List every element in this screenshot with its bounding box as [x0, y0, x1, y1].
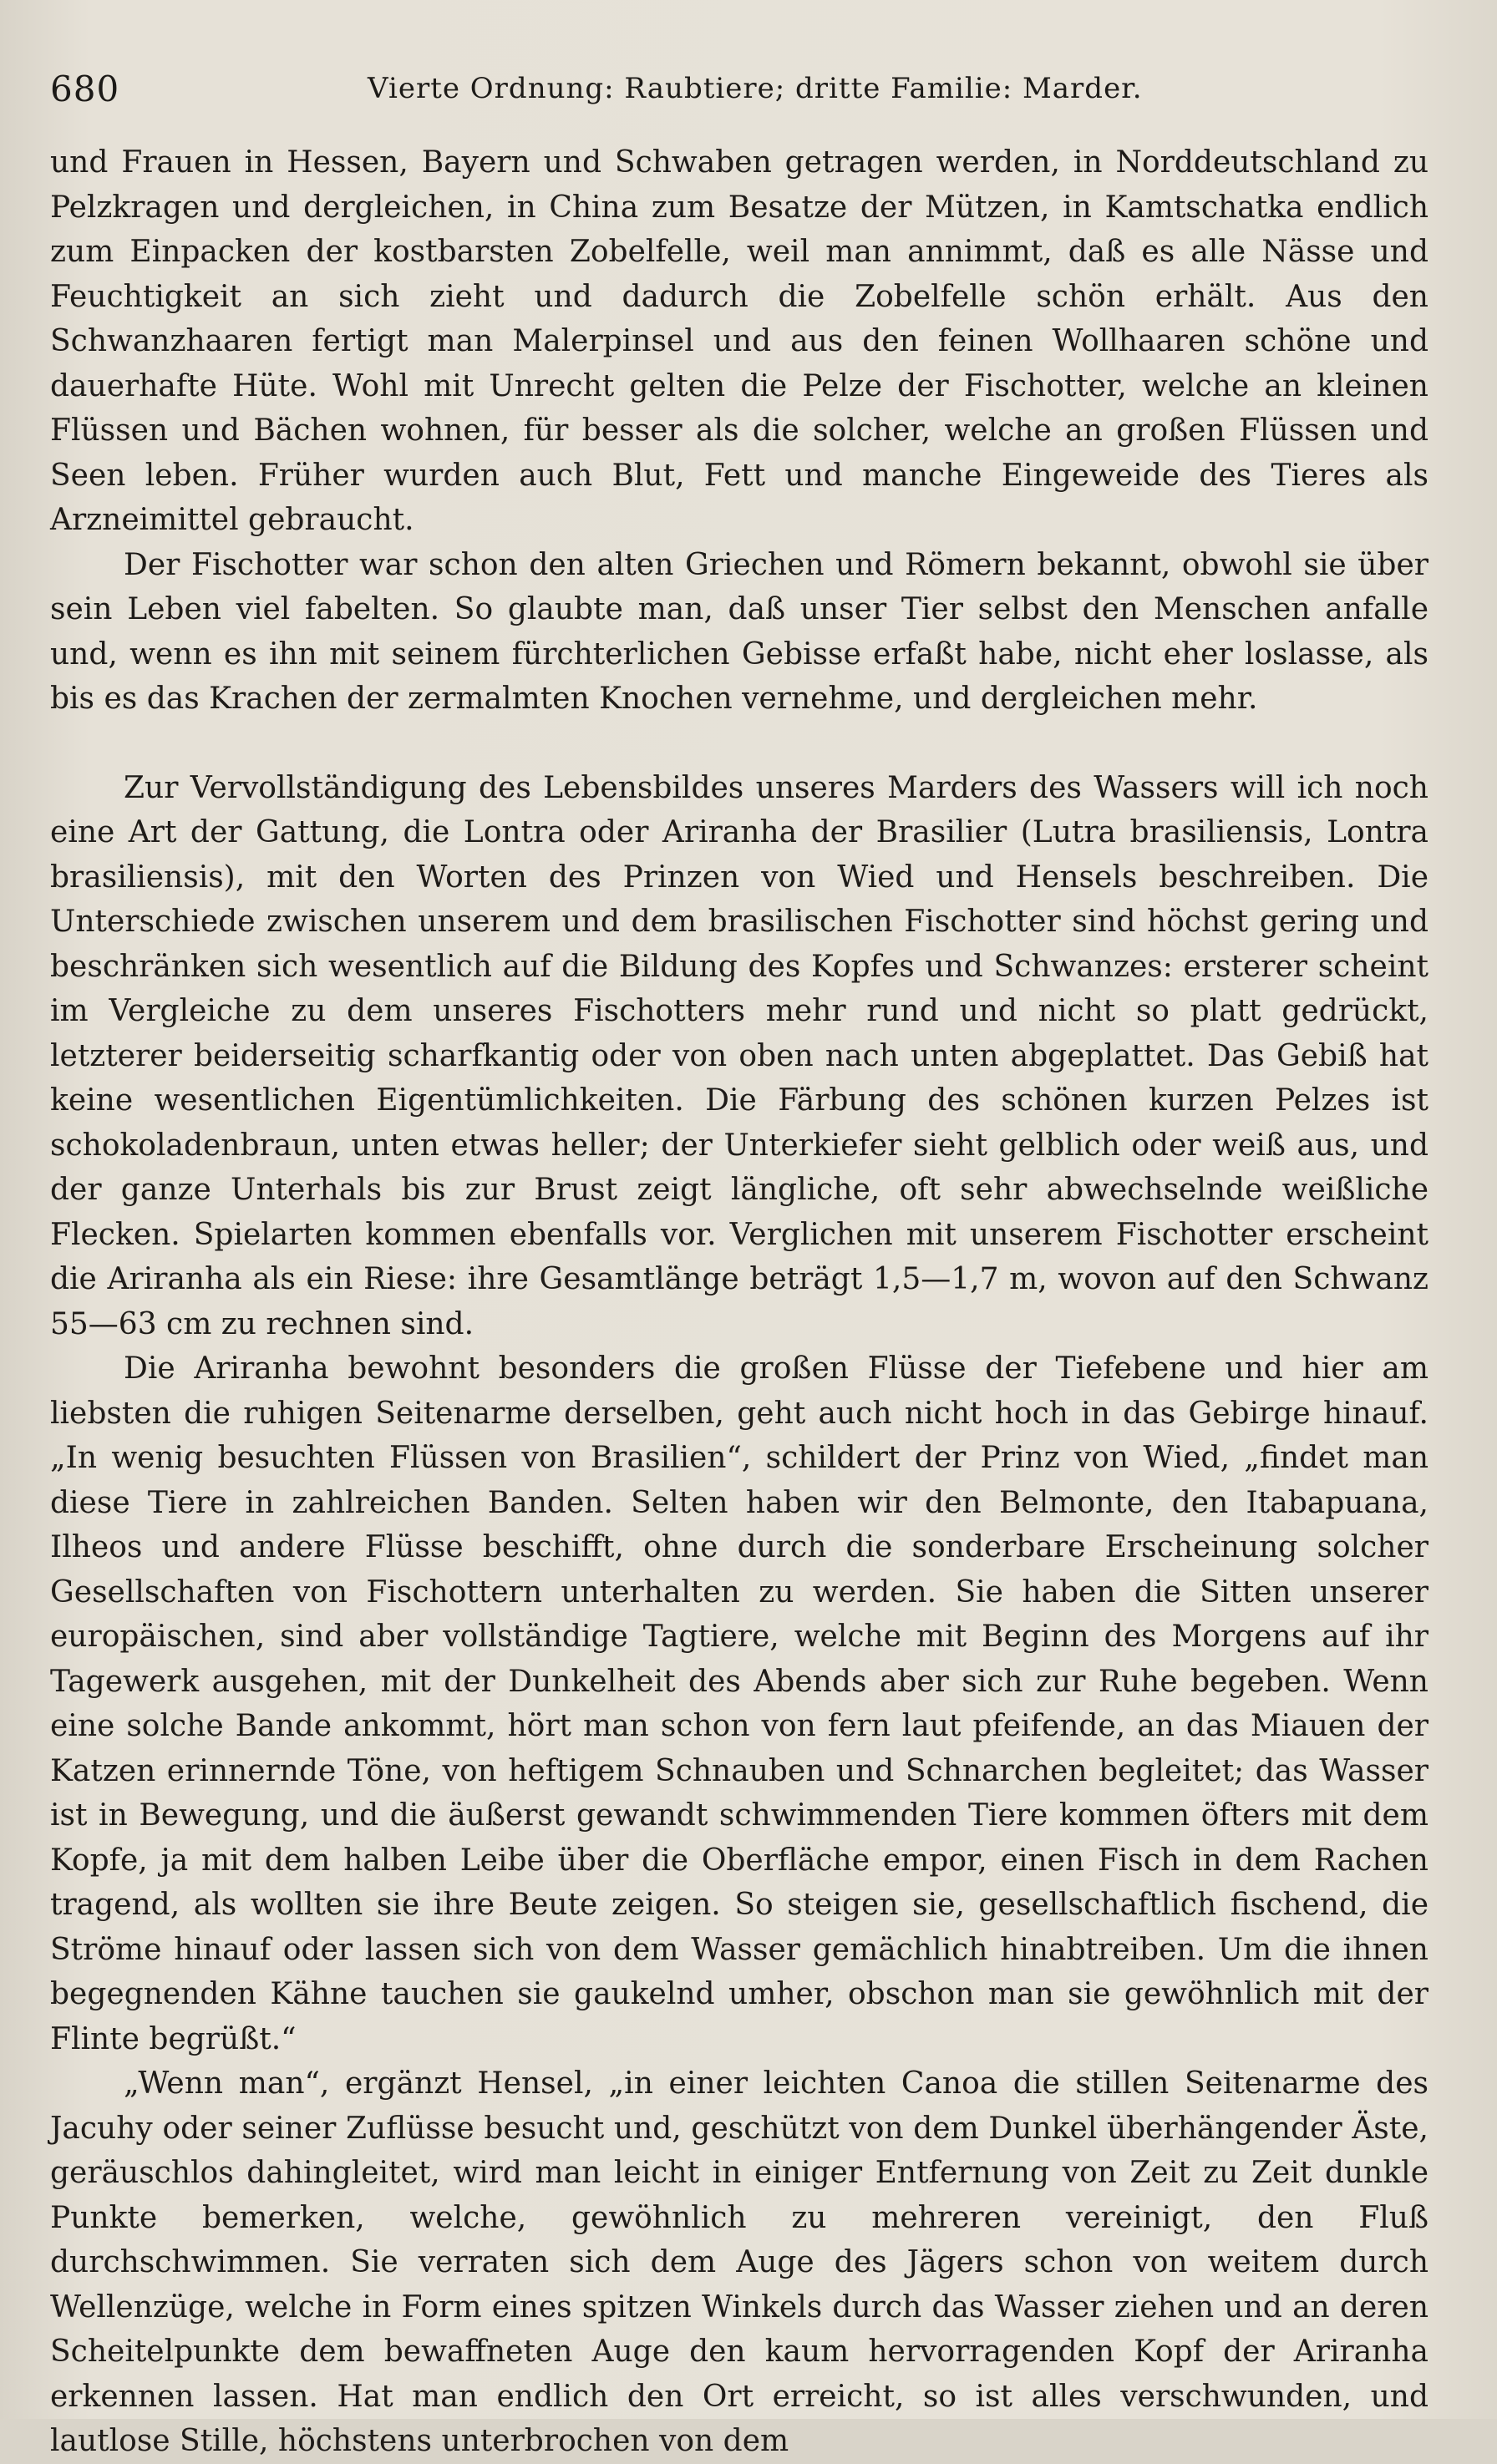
paragraph-ancient-knowledge: Der Fischotter war schon den alten Griechen und Römern bekannt, obwohl sie über sein Leben viel fabelten. So glaubte man, daß unser Tier selbst den Menschen anfalle und, wenn es ihn mit seinem fürchterlichen Gebisse erfaßt habe, nicht eher loslasse, als bis es das Krachen der zermalmten Knochen vernehme, und dergleichen mehr. — [50, 547, 1428, 716]
paragraph-hensel: „Wenn man“, ergänzt Hensel, „in einer leichten Canoa die stillen Seitenarme des Jacuhy oder seiner Zuflüsse besucht und, geschützt von dem Dunkel überhängender Äste, geräuschlos dahingleitet, wird man leicht in einiger Entfernung von Zeit zu Zeit dunkle Punkte bemerken, welche, gewöhnlich zu mehreren vereinigt, den Fluß durchschwimmen. Sie verraten sich dem Auge des Jägers schon von weitem durch Wellenzüge, welche in Form eines spitzen Winkels durch das Wasser ziehen und an deren Scheitelpunkte dem bewaffneten Auge den kaum hervorragenden Kopf der Ariranha erkennen lassen. Hat man endlich den Ort erreicht, so ist alles verschwunden, und lautlose Stille, höchstens unterbrochen von dem — [50, 2066, 1428, 2458]
paragraph-prinz-von-wied: Die Ariranha bewohnt besonders die großen Flüsse der Tiefebene und hier am liebsten die ruhigen Seitenarme derselben, geht auch nicht hoch in das Gebirge hinauf. „In wenig besuchten Flüssen von Brasilien“, schildert der Prinz von Wied, „findet man diese Tiere in zahlreichen Banden. Selten haben wir den Belmonte, den Itabapuana, Ilheos und andere Flüsse beschifft, ohne durch die sonderbare Erscheinung solcher Gesellschaften von Fischottern unterhalten zu werden. Sie haben die Sitten unserer europäischen, sind aber vollständige Tagtiere, welche mit Beginn des Morgens auf ihr Tagewerk ausgehen, mit der Dunkelheit des Abends aber sich zur Ruhe begeben. Wenn eine solche Bande ankommt, hört man schon von fern laut pfeifende, an das Miauen der Katzen erinnernde Töne, von heftigem Schnauben und Schnarchen begleitet; das Wasser ist in Bewegung, und die äußerst gewandt schwimmenden Tiere kommen öfters mit dem Kopfe, ja mit dem halben Leibe über die Oberfläche empor, einen Fisch in dem Rachen tragend, als wollten sie ihre Beute zeigen. So steigen sie, gesellschaftlich fischend, die Ströme hinauf oder lassen sich von dem Wasser gemächlich hinabtreiben. Um die ihnen begegnenden Kähne tauchen sie gaukelnd umher, obschon man sie gewöhnlich mit der Flinte begrüßt.“ — [50, 1351, 1428, 2056]
page-header — [50, 68, 1454, 119]
page-number: 680 — [50, 68, 120, 109]
body-text — [50, 140, 1428, 2464]
running-head: Vierte Ordnung: Raubtiere; dritte Familie: Marder. — [368, 72, 1143, 105]
paragraph-continuation: und Frauen in Hessen, Bayern und Schwaben getragen werden, in Norddeutschland zu Pelzkragen und dergleichen, in China zum Besatze der Mützen, in Kamtschatka endlich zum Einpacken der kostbarsten Zobelfelle, weil man annimmt, daß es alle Nässe und Feuchtigkeit an sich zieht und dadurch die Zobelfelle schön erhält. Aus den Schwanzhaaren fertigt man Malerpinsel und aus den feinen Wollhaaren schöne und dauerhafte Hüte. Wohl mit Unrecht gelten die Pelze der Fischotter, welche an kleinen Flüssen und Bächen wohnen, für besser als die solcher, welche an großen Flüssen und Seen leben. Früher wurden auch Blut, Fett und manche Eingeweide des Tieres als Arzneimittel gebraucht. — [50, 145, 1428, 537]
paragraph-ariranha-intro: Zur Vervollständigung des Lebensbildes unseres Marders des Wassers will ich noch eine Art der Gattung, die Lontra oder Ariranha der Brasilier (Lutra brasiliensis, Lontra brasiliensis), mit den Worten des Prinzen von Wied und Hensels beschreiben. Die Unterschiede zwischen unserem und dem brasilischen Fischotter sind höchst gering und beschränken sich wesentlich auf die Bildung des Kopfes und Schwanzes: ersterer scheint im Vergleiche zu dem unseres Fischotters mehr rund und nicht so platt gedrückt, letzterer beiderseitig scharfkantig oder von oben nach unten abgeplattet. Das Gebiß hat keine wesentlichen Eigentümlichkeiten. Die Färbung des schönen kurzen Pelzes ist schokoladenbraun, unten etwas heller; der Unterkiefer sieht gelblich oder weiß aus, und der ganze Unterhals bis zur Brust zeigt längliche, oft sehr abwechselnde weißliche Flecken. Spielarten kommen ebenfalls vor. Verglichen mit unserem Fischotter erscheint die Ariranha als ein Riese: ihre Gesamtlänge beträgt 1,5—1,7 m, wovon auf den Schwanz 55—63 cm zu rechnen sind. — [50, 770, 1428, 1341]
